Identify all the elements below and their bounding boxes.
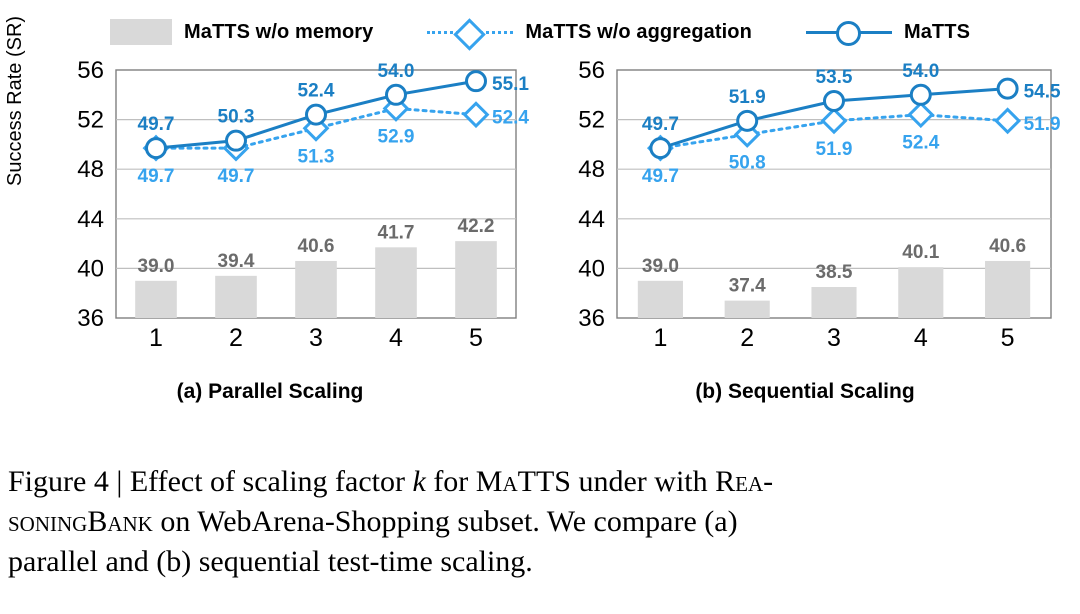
chart-panel-sequential	[545, 56, 1065, 406]
svg-text:49.7: 49.7	[641, 166, 679, 188]
svg-text:40: 40	[578, 255, 605, 283]
caption-term-soningbank: soningBank	[8, 504, 153, 538]
svg-text:52: 52	[77, 106, 104, 134]
legend-label-dashed: MaTTS w/o aggregation	[525, 20, 752, 43]
legend-label-bar: MaTTS w/o memory	[183, 20, 374, 43]
svg-text:52.9: 52.9	[377, 126, 415, 148]
svg-text:49.7: 49.7	[217, 166, 255, 188]
plot-parallel	[10, 56, 530, 376]
dashed-diamond-line-icon	[427, 21, 513, 43]
legend-item-solid	[806, 20, 970, 44]
caption-text-2: for	[425, 465, 476, 498]
svg-text:2: 2	[229, 324, 243, 352]
svg-text:56: 56	[578, 57, 605, 84]
gray-bar-swatch-icon	[110, 19, 172, 45]
svg-text:38.5: 38.5	[815, 262, 853, 283]
panel-title-sequential: (b) Sequential Scaling	[695, 380, 915, 403]
svg-text:1: 1	[149, 324, 163, 352]
svg-text:49.7: 49.7	[137, 114, 175, 136]
caption-term-rea: Rea-	[715, 465, 774, 498]
svg-text:54.0: 54.0	[377, 60, 415, 82]
svg-text:51.9: 51.9	[815, 138, 853, 160]
caption-line-1	[8, 462, 1038, 502]
legend-label-solid: MaTTS	[903, 20, 971, 43]
figure-caption	[8, 462, 1038, 582]
svg-text:54.0: 54.0	[902, 60, 940, 82]
svg-text:51.9: 51.9	[1023, 113, 1061, 135]
panel-title-parallel: (a) Parallel Scaling	[176, 380, 364, 403]
svg-text:39.0: 39.0	[641, 255, 679, 277]
caption-text: Figure 4 | Effect of scaling factor	[8, 465, 413, 498]
caption-text-4: on WebArena-Shopping subset. We compare (a)	[152, 504, 738, 538]
svg-text:51.9: 51.9	[728, 86, 766, 108]
caption-line-2	[8, 502, 1038, 542]
svg-text:52.4: 52.4	[492, 107, 529, 129]
svg-text:40.6: 40.6	[297, 235, 335, 257]
svg-text:54.5: 54.5	[1023, 81, 1061, 103]
svg-text:52.4: 52.4	[297, 80, 335, 102]
svg-text:48: 48	[77, 156, 104, 184]
svg-text:36: 36	[578, 305, 605, 332]
svg-text:5: 5	[469, 324, 483, 352]
svg-text:2: 2	[740, 324, 755, 352]
legend-item-bar	[110, 19, 373, 45]
svg-text:39.4: 39.4	[217, 250, 255, 272]
svg-text:4: 4	[389, 324, 403, 352]
solid-circle-line-icon	[806, 20, 892, 44]
svg-text:44: 44	[578, 205, 605, 233]
svg-text:5: 5	[1000, 324, 1015, 352]
svg-text:52: 52	[578, 106, 605, 134]
plot-sequential	[545, 56, 1065, 376]
svg-text:1: 1	[653, 324, 668, 352]
svg-text:37.4: 37.4	[728, 275, 766, 297]
svg-text:36: 36	[77, 305, 104, 332]
caption-line-3: parallel and (b) sequential test-time scaling.	[8, 544, 533, 578]
svg-text:3: 3	[309, 324, 323, 352]
svg-text:56: 56	[77, 57, 104, 84]
legend-item-dashed	[427, 21, 752, 44]
svg-text:52.4: 52.4	[902, 132, 940, 154]
svg-text:41.7: 41.7	[377, 222, 415, 244]
svg-text:40.1: 40.1	[902, 242, 940, 264]
y-axis-label: Success Rate (SR)	[4, 15, 26, 186]
caption-term-matts: MaTTS	[475, 465, 571, 498]
chart-legend	[0, 8, 1080, 56]
svg-text:3: 3	[827, 324, 841, 352]
svg-text:40: 40	[77, 255, 104, 283]
caption-symbol-k: k	[412, 465, 426, 498]
svg-text:44: 44	[77, 205, 104, 233]
svg-text:4: 4	[913, 324, 928, 352]
svg-text:42.2: 42.2	[457, 216, 495, 238]
svg-text:49.7: 49.7	[641, 114, 679, 136]
svg-text:49.7: 49.7	[137, 166, 175, 188]
svg-text:40.6: 40.6	[989, 235, 1027, 257]
svg-text:51.3: 51.3	[297, 146, 335, 168]
svg-text:39.0: 39.0	[137, 255, 175, 277]
svg-text:53.5: 53.5	[815, 67, 853, 88]
svg-text:50.3: 50.3	[217, 106, 255, 128]
svg-text:50.8: 50.8	[728, 152, 766, 174]
svg-text:55.1: 55.1	[492, 74, 529, 96]
caption-text-3: under with	[570, 465, 716, 498]
svg-text:48: 48	[578, 156, 605, 184]
